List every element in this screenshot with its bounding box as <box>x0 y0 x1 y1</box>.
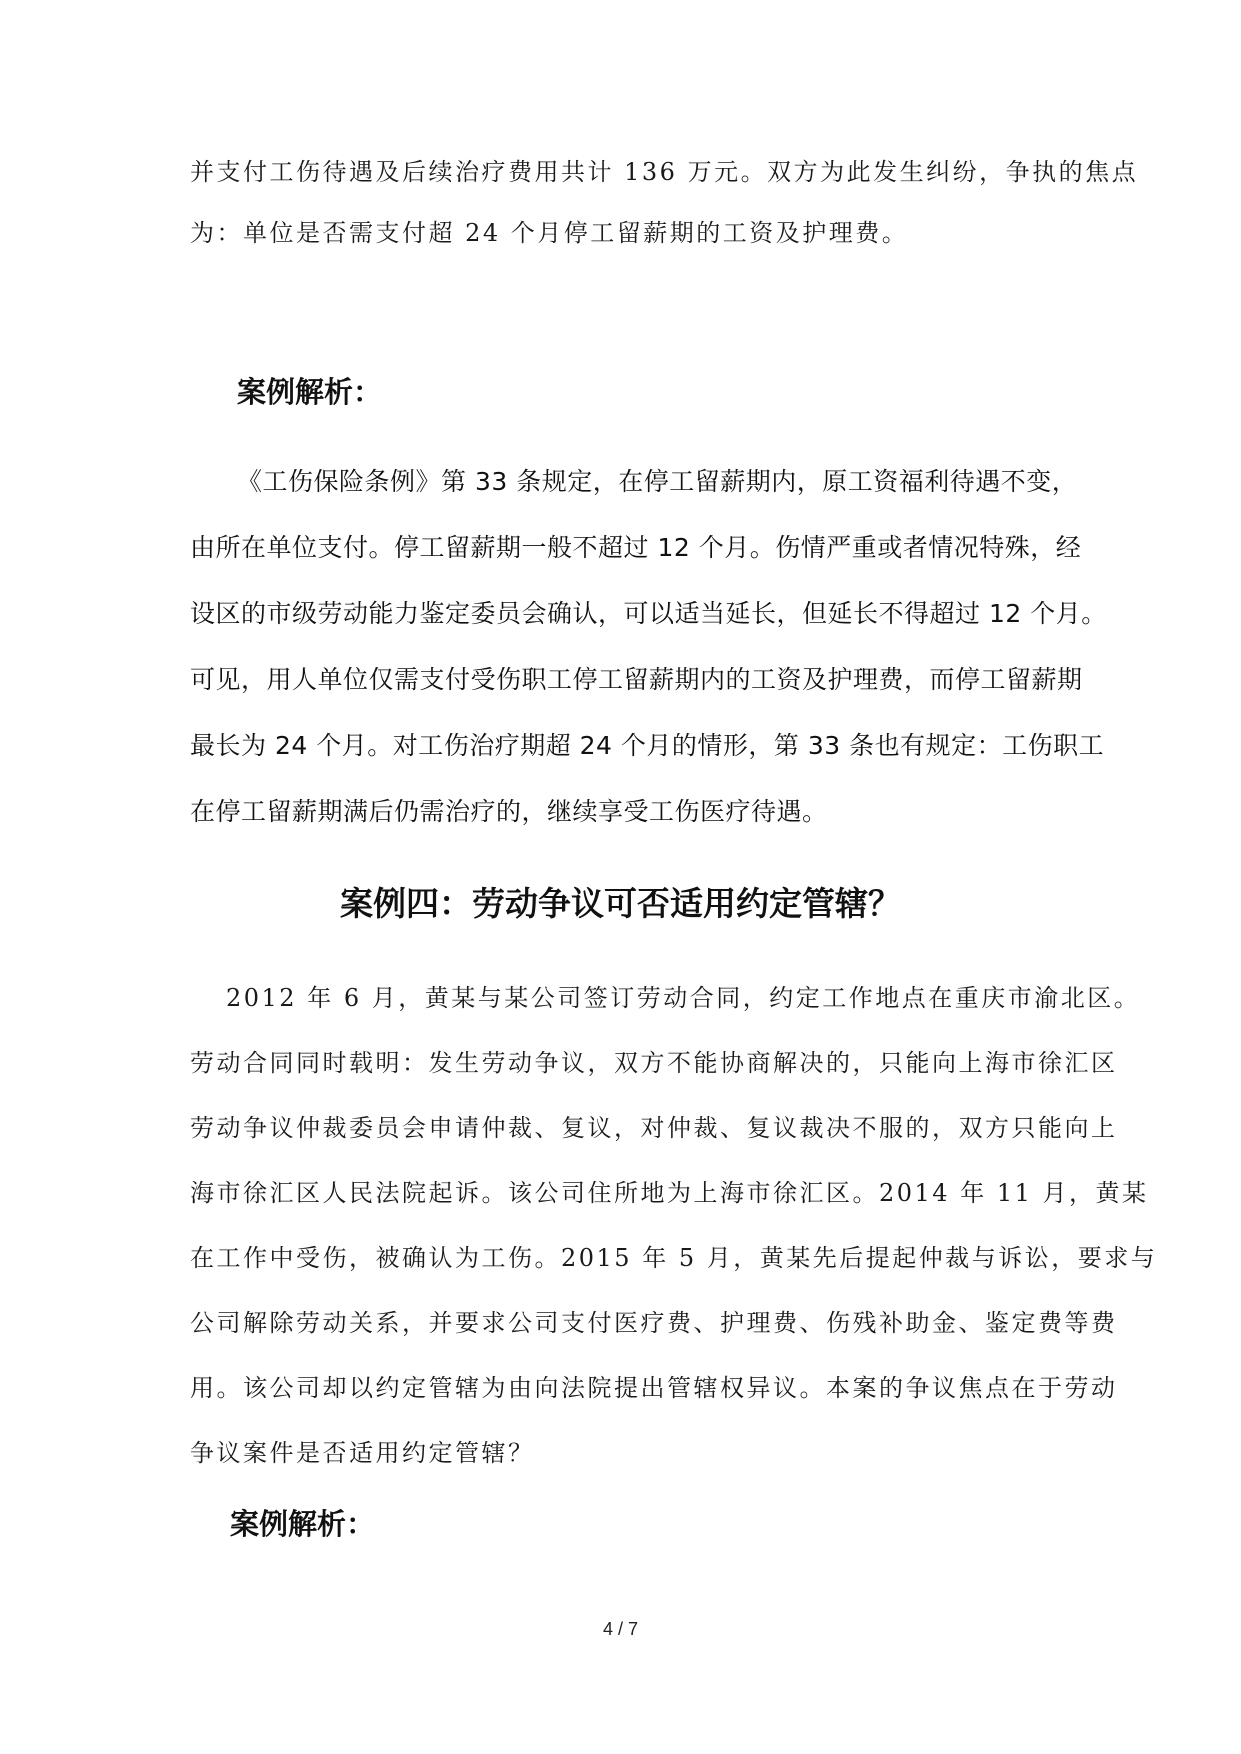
analysis-line: 设区的市级劳动能力鉴定委员会确认，可以适当延长，但延长不得超过 12 个月。 <box>190 599 1107 628</box>
case-line: 2012 年 6 月，黄某与某公司签订劳动合同，约定工作地点在重庆市渝北区。 <box>226 984 1141 1012</box>
analysis-line: 最长为 24 个月。对工伤治疗期超 24 个月的情形，第 33 条也有规定：工伤职工 <box>190 731 1105 760</box>
case-line: 争议案件是否适用约定管辖？ <box>190 1439 535 1467</box>
page-number: 4 / 7 <box>602 1619 639 1639</box>
analysis-heading: 案例解析： <box>230 1507 376 1541</box>
intro-line: 为：单位是否需支付超 24 个月停工留薪期的工资及护理费。 <box>190 219 909 247</box>
analysis-line: 可见，用人单位仅需支付受伤职工停工留薪期内的工资及护理费，而停工留薪期 <box>190 665 1083 694</box>
case-title: 案例四：劳动争议可否适用约定管辖？ <box>340 884 901 923</box>
case-line: 用。该公司却以约定管辖为由向法院提出管辖权异议。本案的争议焦点在于劳动 <box>190 1374 1118 1402</box>
case-line: 海市徐汇区人民法院起诉。该公司住所地为上海市徐汇区。2014 年 11 月，黄某 <box>190 1179 1149 1207</box>
case-line: 在工作中受伤，被确认为工伤。2015 年 5 月，黄某先后提起仲裁与诉讼，要求与 <box>190 1244 1158 1272</box>
intro-line: 并支付工伤待遇及后续治疗费用共计 136 万元。双方为此发生纠纷，争执的焦点 <box>190 158 1139 186</box>
case-line: 劳动争议仲裁委员会申请仲裁、复议，对仲裁、复议裁决不服的，双方只能向上 <box>190 1114 1118 1142</box>
analysis-line: 在停工留薪期满后仍需治疗的，继续享受工伤医疗待遇。 <box>190 797 828 826</box>
case-line: 劳动合同同时载明：发生劳动争议，双方不能协商解决的，只能向上海市徐汇区 <box>190 1049 1118 1077</box>
analysis-heading: 案例解析： <box>237 375 383 409</box>
analysis-line: 《工伤保险条例》第 33 条规定，在停工留薪期内，原工资福利待遇不变， <box>237 467 1078 496</box>
case-line: 公司解除劳动关系，并要求公司支付医疗费、护理费、伤残补助金、鉴定费等费 <box>190 1309 1118 1337</box>
analysis-line: 由所在单位支付。停工留薪期一般不超过 12 个月。伤情严重或者情况特殊，经 <box>190 533 1082 562</box>
